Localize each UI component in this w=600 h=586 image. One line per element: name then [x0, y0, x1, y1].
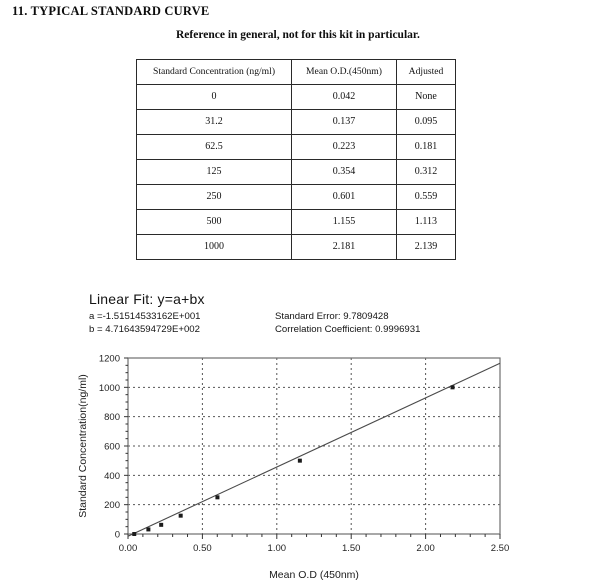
data-point: [298, 459, 302, 463]
data-point: [132, 532, 136, 536]
cell-mean-od: 0.601: [292, 185, 397, 210]
cell-concentration: 0: [137, 85, 292, 110]
column-header-mean-od: Mean O.D.(450nm): [292, 60, 397, 85]
x-axis-tick-labels: [119, 543, 510, 554]
y-tick-label: 0: [114, 529, 120, 541]
table-row: [137, 185, 456, 210]
x-tick-label: 0.50: [193, 543, 212, 554]
y-axis-tick-labels: [99, 354, 120, 541]
cell-mean-od: 0.137: [292, 110, 397, 135]
cell-concentration: 62.5: [137, 135, 292, 160]
table-row: [137, 235, 456, 260]
x-axis-ticks: [128, 534, 500, 539]
y-axis-title: Standard Concentration(ng/ml): [77, 374, 89, 518]
cell-concentration: 125: [137, 160, 292, 185]
table-row: [137, 135, 456, 160]
reference-note: Reference in general, not for this kit in particular.: [176, 29, 420, 41]
fit-coefficient-a: a =-1.51514533162E+001: [89, 311, 201, 322]
cell-concentration: 31.2: [137, 110, 292, 135]
table-row: [137, 85, 456, 110]
cell-concentration: 250: [137, 185, 292, 210]
data-point: [146, 527, 150, 531]
cell-adjusted: 0.181: [397, 135, 456, 160]
table-row: [137, 110, 456, 135]
column-header-concentration: Standard Concentration (ng/ml): [137, 60, 292, 85]
cell-mean-od: 1.155: [292, 210, 397, 235]
y-tick-label: 1200: [98, 353, 120, 365]
data-point: [451, 385, 455, 389]
chart-canvas: [0, 346, 600, 586]
x-tick-label: 2.00: [416, 543, 435, 554]
cell-adjusted: None: [397, 85, 456, 110]
table-header-row: [137, 60, 456, 85]
x-axis-title: Mean O.D (450nm): [269, 569, 359, 581]
x-tick-label: 0.00: [118, 543, 138, 554]
table-row: [137, 210, 456, 235]
cell-mean-od: 2.181: [292, 235, 397, 260]
cell-adjusted: 0.095: [397, 110, 456, 135]
page-title: 11. TYPICAL STANDARD CURVE: [12, 4, 210, 18]
data-point: [179, 514, 183, 518]
table-row: [137, 160, 456, 185]
cell-adjusted: 0.312: [397, 160, 456, 185]
fit-standard-error: Standard Error: 9.7809428: [275, 311, 389, 322]
cell-adjusted: 2.139: [397, 235, 456, 260]
standard-curve-table: [136, 59, 456, 260]
fit-coefficient-b: b = 4.71643594729E+002: [89, 324, 200, 335]
y-tick-label: 1000: [98, 382, 120, 394]
y-tick-label: 200: [104, 500, 120, 512]
y-tick-label: 400: [104, 470, 120, 482]
y-tick-label: 800: [104, 412, 120, 424]
cell-adjusted: 1.113: [397, 210, 456, 235]
cell-concentration: 1000: [137, 235, 292, 260]
x-tick-label: 1.50: [341, 543, 361, 554]
fit-row-a: [89, 310, 420, 323]
x-tick-label: 2.50: [490, 543, 510, 554]
y-tick-label: 600: [104, 441, 120, 453]
data-point: [215, 495, 219, 499]
fit-correlation-coefficient: Correlation Coefficient: 0.9996931: [275, 324, 421, 335]
linear-fit-heading: Linear Fit: y=a+bx: [89, 291, 205, 307]
cell-mean-od: 0.354: [292, 160, 397, 185]
standard-curve-chart: [0, 346, 600, 586]
data-point: [159, 523, 163, 527]
x-tick-label: 1.00: [267, 543, 287, 554]
cell-adjusted: 0.559: [397, 185, 456, 210]
cell-mean-od: 0.223: [292, 135, 397, 160]
column-header-adjusted: Adjusted: [397, 60, 456, 85]
cell-mean-od: 0.042: [292, 85, 397, 110]
cell-concentration: 500: [137, 210, 292, 235]
fit-row-b: [89, 323, 420, 336]
linear-fit-summary: [89, 291, 420, 336]
